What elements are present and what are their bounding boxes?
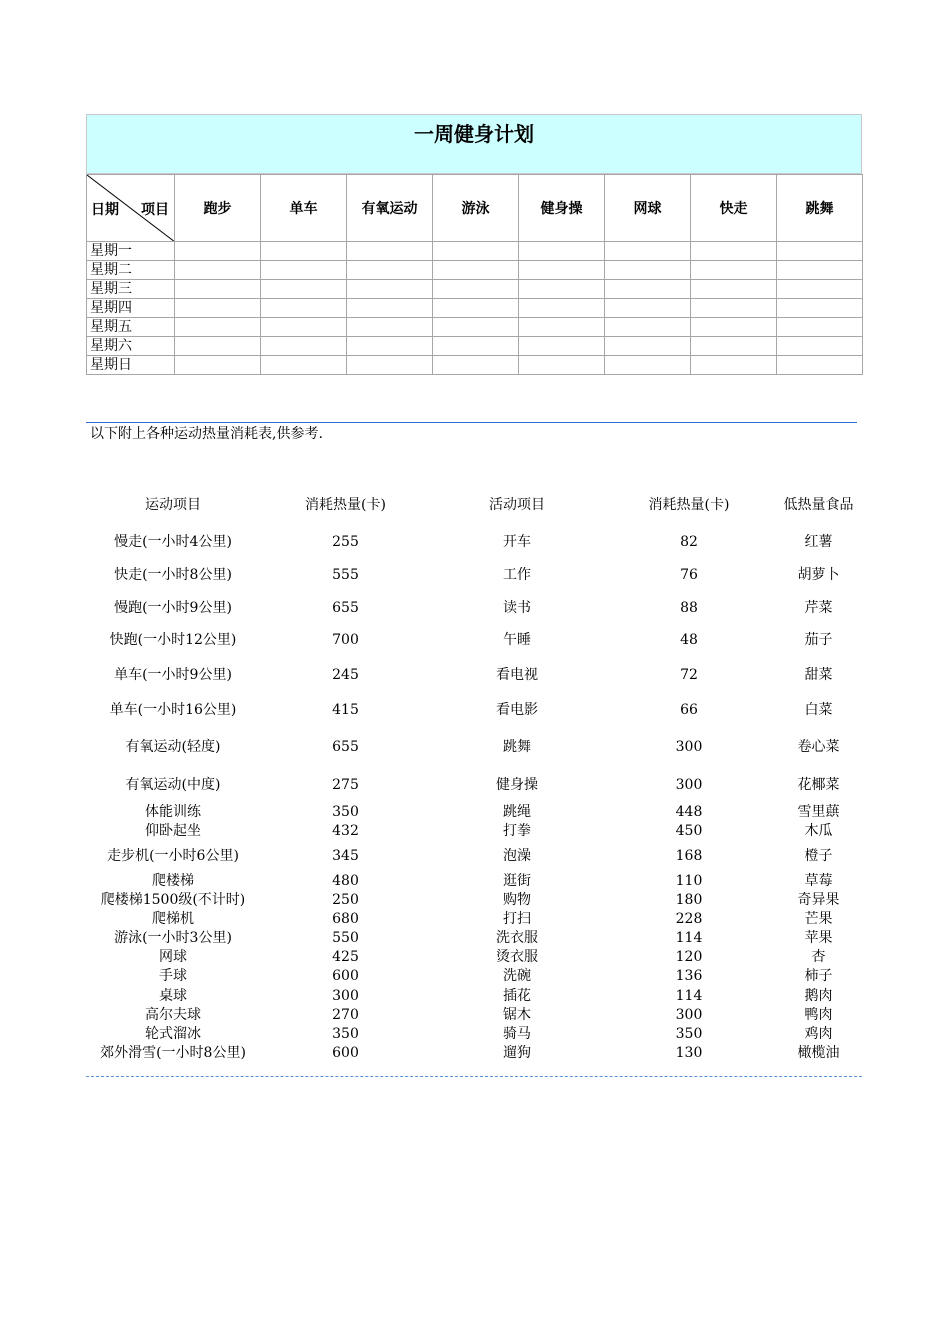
calorie-column-header: 消耗热量(卡)	[305, 497, 386, 513]
day-label: 星期四	[87, 299, 175, 318]
activity-calories: 448	[675, 804, 703, 820]
day-label: 星期一	[87, 242, 175, 261]
calorie-column-header: 消耗热量(卡)	[648, 497, 730, 513]
exercise-calories: 555	[332, 567, 359, 583]
activity-calories: 72	[680, 667, 698, 683]
activity-calories: 300	[675, 1007, 703, 1023]
exercise-name: 快跑(一小时12公里)	[109, 632, 237, 648]
section-divider	[86, 422, 857, 423]
plan-day-row	[87, 299, 863, 318]
plan-cell[interactable]	[777, 280, 863, 299]
exercise-calories: 655	[332, 739, 359, 755]
exercise-name: 走步机(一小时6公里)	[107, 848, 239, 864]
plan-cell[interactable]	[175, 318, 261, 337]
exercise-calories: 275	[332, 777, 359, 793]
calorie-row	[86, 987, 862, 1006]
plan-cell[interactable]	[605, 337, 691, 356]
plan-cell[interactable]	[347, 356, 433, 375]
activity-name: 插花	[503, 988, 531, 1004]
calorie-row	[86, 701, 862, 720]
plan-cell[interactable]	[691, 318, 777, 337]
plan-column-header: 跑步	[175, 175, 261, 242]
low-calorie-food: 茄子	[804, 632, 833, 648]
low-calorie-food: 芒果	[804, 911, 833, 927]
exercise-name: 网球	[159, 949, 187, 965]
exercise-calories: 480	[332, 873, 359, 889]
plan-cell[interactable]	[519, 280, 605, 299]
activity-calories: 48	[680, 632, 698, 648]
reference-note: 以下附上各种运动热量消耗表,供参考.	[90, 426, 323, 442]
low-calorie-food: 杏	[811, 949, 826, 965]
activity-calories: 66	[680, 702, 698, 718]
plan-cell[interactable]	[519, 261, 605, 280]
low-calorie-food: 红薯	[804, 534, 833, 550]
exercise-name: 体能训练	[145, 804, 201, 820]
low-calorie-food: 橄榄油	[797, 1045, 840, 1061]
calorie-row	[86, 1006, 862, 1025]
calorie-row	[86, 533, 862, 552]
day-label: 星期六	[87, 337, 175, 356]
exercise-name: 爬楼梯1500级(不计时)	[100, 892, 246, 908]
calorie-row	[86, 776, 862, 795]
corner-item-label: 项目	[141, 202, 169, 218]
exercise-name: 单车(一小时9公里)	[114, 667, 232, 683]
plan-cell[interactable]	[175, 299, 261, 318]
low-calorie-food: 花椰菜	[797, 777, 840, 793]
activity-name: 购物	[503, 892, 531, 908]
exercise-calories: 550	[332, 930, 359, 946]
corner-cell	[87, 175, 175, 242]
exercise-name: 爬楼梯	[152, 873, 194, 889]
exercise-calories: 245	[332, 667, 359, 683]
calorie-row	[86, 738, 862, 757]
plan-cell[interactable]	[777, 299, 863, 318]
activity-calories: 300	[675, 739, 703, 755]
plan-cell[interactable]	[433, 337, 519, 356]
activity-name: 打扫	[503, 911, 531, 927]
low-calorie-food: 橙子	[804, 848, 833, 864]
activity-name: 打拳	[503, 823, 531, 839]
plan-column-header: 网球	[605, 175, 691, 242]
exercise-name: 桌球	[159, 988, 187, 1004]
day-label: 星期日	[87, 356, 175, 375]
plan-cell[interactable]	[605, 318, 691, 337]
plan-cell[interactable]	[605, 299, 691, 318]
plan-cell[interactable]	[347, 261, 433, 280]
plan-cell[interactable]	[347, 242, 433, 261]
plan-cell[interactable]	[605, 356, 691, 375]
calorie-row	[86, 929, 862, 948]
low-calorie-food: 鸭肉	[804, 1007, 833, 1023]
calorie-row	[86, 872, 862, 891]
plan-cell[interactable]	[175, 356, 261, 375]
exercise-name: 快走(一小时8公里)	[114, 567, 232, 583]
plan-column-header: 单车	[261, 175, 347, 242]
activity-name: 洗碗	[503, 968, 531, 984]
activity-name: 午睡	[503, 632, 531, 648]
exercise-calories: 270	[332, 1007, 359, 1023]
activity-calories: 228	[675, 911, 703, 927]
weekly-plan-table	[86, 114, 862, 375]
exercise-calories: 600	[332, 968, 359, 984]
exercise-calories: 350	[332, 1026, 359, 1042]
calorie-row	[86, 631, 862, 650]
activity-calories: 120	[675, 949, 703, 965]
plan-cell[interactable]	[261, 261, 347, 280]
exercise-calories: 600	[332, 1045, 359, 1061]
plan-column-header: 有氧运动	[347, 175, 433, 242]
activity-calories: 88	[680, 600, 698, 616]
plan-cell[interactable]	[691, 242, 777, 261]
plan-cell[interactable]	[175, 280, 261, 299]
low-calorie-food: 奇异果	[797, 892, 840, 908]
activity-name: 逛街	[503, 873, 531, 889]
plan-column-header: 健身操	[519, 175, 605, 242]
calorie-row	[86, 967, 862, 986]
plan-cell[interactable]	[691, 337, 777, 356]
low-calorie-food: 木瓜	[804, 823, 833, 839]
activity-name: 看电视	[496, 667, 538, 683]
plan-cell[interactable]	[261, 318, 347, 337]
plan-day-row	[87, 280, 863, 299]
calorie-row	[86, 910, 862, 929]
activity-name: 泡澡	[503, 848, 531, 864]
exercise-calories: 345	[332, 848, 359, 864]
exercise-name: 慢走(一小时4公里)	[114, 534, 232, 550]
plan-cell[interactable]	[433, 356, 519, 375]
activity-name: 跳舞	[503, 739, 531, 755]
exercise-name: 仰卧起坐	[145, 823, 201, 839]
bottom-divider	[86, 1076, 862, 1077]
day-label: 星期三	[87, 280, 175, 299]
activity-calories: 76	[680, 567, 698, 583]
plan-cell[interactable]	[691, 261, 777, 280]
calorie-row	[86, 666, 862, 685]
activity-calories: 114	[675, 930, 703, 946]
activity-calories: 110	[675, 873, 703, 889]
plan-cell[interactable]	[519, 299, 605, 318]
plan-cell[interactable]	[347, 280, 433, 299]
calorie-row	[86, 891, 862, 910]
plan-cell[interactable]	[261, 299, 347, 318]
plan-column-header: 快走	[691, 175, 777, 242]
activity-calories: 130	[675, 1045, 703, 1061]
plan-cell[interactable]	[175, 337, 261, 356]
calorie-column-header: 运动项目	[145, 497, 201, 513]
calorie-row	[86, 599, 862, 618]
exercise-calories: 700	[332, 632, 359, 648]
activity-name: 读书	[503, 600, 531, 616]
plan-cell[interactable]	[777, 318, 863, 337]
calorie-column-header: 活动项目	[489, 497, 545, 513]
exercise-name: 游泳(一小时3公里)	[114, 930, 232, 946]
plan-cell[interactable]	[519, 337, 605, 356]
exercise-calories: 300	[332, 988, 359, 1004]
low-calorie-food: 白菜	[804, 702, 833, 718]
activity-name: 洗衣服	[496, 930, 538, 946]
plan-cell[interactable]	[433, 261, 519, 280]
exercise-name: 爬梯机	[152, 911, 194, 927]
activity-name: 开车	[503, 534, 531, 550]
low-calorie-food: 柿子	[804, 968, 833, 984]
plan-cell[interactable]	[347, 337, 433, 356]
plan-day-row	[87, 242, 863, 261]
plan-cell[interactable]	[691, 356, 777, 375]
exercise-name: 有氧运动(中度)	[125, 777, 221, 793]
activity-calories: 450	[675, 823, 703, 839]
activity-name: 遛狗	[503, 1045, 531, 1061]
low-calorie-food: 鹅肉	[804, 988, 833, 1004]
activity-calories: 82	[680, 534, 698, 550]
plan-cell[interactable]	[433, 318, 519, 337]
low-calorie-food: 鸡肉	[804, 1026, 833, 1042]
plan-column-header: 跳舞	[777, 175, 863, 242]
activity-name: 跳绳	[503, 804, 531, 820]
exercise-calories: 415	[332, 702, 359, 718]
activity-calories: 136	[675, 968, 703, 984]
exercise-name: 有氧运动(轻度)	[125, 739, 221, 755]
plan-cell[interactable]	[605, 242, 691, 261]
exercise-name: 单车(一小时16公里)	[109, 702, 237, 718]
exercise-name: 郊外滑雪(一小时8公里)	[100, 1045, 246, 1061]
activity-calories: 114	[675, 988, 703, 1004]
calorie-table	[86, 496, 862, 515]
plan-cell[interactable]	[261, 337, 347, 356]
plan-cell[interactable]	[777, 261, 863, 280]
activity-name: 烫衣服	[496, 949, 538, 965]
exercise-calories: 425	[332, 949, 359, 965]
plan-cell[interactable]	[347, 318, 433, 337]
activity-name: 工作	[503, 567, 531, 583]
calorie-row	[86, 1025, 862, 1044]
activity-name: 锯木	[503, 1007, 531, 1023]
exercise-name: 慢跑(一小时9公里)	[114, 600, 232, 616]
plan-cell[interactable]	[691, 299, 777, 318]
low-calorie-food: 芹菜	[804, 600, 833, 616]
plan-title: 一周健身计划	[86, 114, 862, 174]
corner-date-label: 日期	[91, 202, 119, 218]
day-label: 星期二	[87, 261, 175, 280]
activity-calories: 180	[675, 892, 703, 908]
activity-name: 健身操	[496, 777, 538, 793]
plan-day-row	[87, 337, 863, 356]
plan-cell[interactable]	[691, 280, 777, 299]
plan-cell[interactable]	[777, 337, 863, 356]
calorie-row	[86, 566, 862, 585]
low-calorie-food: 甜菜	[804, 667, 833, 683]
plan-day-row	[87, 356, 863, 375]
exercise-calories: 680	[332, 911, 359, 927]
exercise-calories: 350	[332, 804, 359, 820]
calorie-row	[86, 822, 862, 841]
calorie-row	[86, 1044, 862, 1063]
plan-header-row	[87, 175, 863, 242]
plan-cell[interactable]	[605, 261, 691, 280]
calorie-column-header: 低热量食品	[783, 497, 854, 513]
plan-cell[interactable]	[605, 280, 691, 299]
plan-day-row	[87, 318, 863, 337]
plan-cell[interactable]	[433, 280, 519, 299]
plan-cell[interactable]	[433, 299, 519, 318]
plan-cell[interactable]	[777, 242, 863, 261]
low-calorie-food: 雪里蕻	[797, 804, 840, 820]
calorie-row	[86, 948, 862, 967]
exercise-name: 轮式溜冰	[145, 1026, 201, 1042]
activity-name: 看电影	[496, 702, 538, 718]
plan-cell[interactable]	[175, 261, 261, 280]
plan-cell[interactable]	[433, 242, 519, 261]
calorie-row	[86, 803, 862, 822]
calorie-header-row	[86, 496, 862, 515]
low-calorie-food: 苹果	[804, 930, 833, 946]
calorie-row	[86, 847, 862, 866]
plan-cell[interactable]	[519, 242, 605, 261]
activity-calories: 350	[675, 1026, 703, 1042]
plan-cell[interactable]	[261, 356, 347, 375]
exercise-name: 高尔夫球	[145, 1007, 201, 1023]
activity-calories: 300	[675, 777, 703, 793]
exercise-calories: 432	[332, 823, 359, 839]
plan-cell[interactable]	[519, 356, 605, 375]
plan-day-row	[87, 261, 863, 280]
plan-column-header: 游泳	[433, 175, 519, 242]
low-calorie-food: 卷心菜	[797, 739, 840, 755]
activity-calories: 168	[675, 848, 703, 864]
plan-cell[interactable]	[261, 242, 347, 261]
activity-name: 骑马	[503, 1026, 531, 1042]
day-label: 星期五	[87, 318, 175, 337]
plan-cell[interactable]	[261, 280, 347, 299]
plan-cell[interactable]	[347, 299, 433, 318]
exercise-calories: 655	[332, 600, 359, 616]
plan-cell[interactable]	[519, 318, 605, 337]
plan-cell[interactable]	[777, 356, 863, 375]
low-calorie-food: 草莓	[804, 873, 833, 889]
exercise-calories: 255	[332, 534, 359, 550]
plan-grid	[86, 174, 863, 375]
plan-cell[interactable]	[175, 242, 261, 261]
low-calorie-food: 胡萝卜	[797, 567, 840, 583]
exercise-calories: 250	[332, 892, 359, 908]
exercise-name: 手球	[159, 968, 187, 984]
